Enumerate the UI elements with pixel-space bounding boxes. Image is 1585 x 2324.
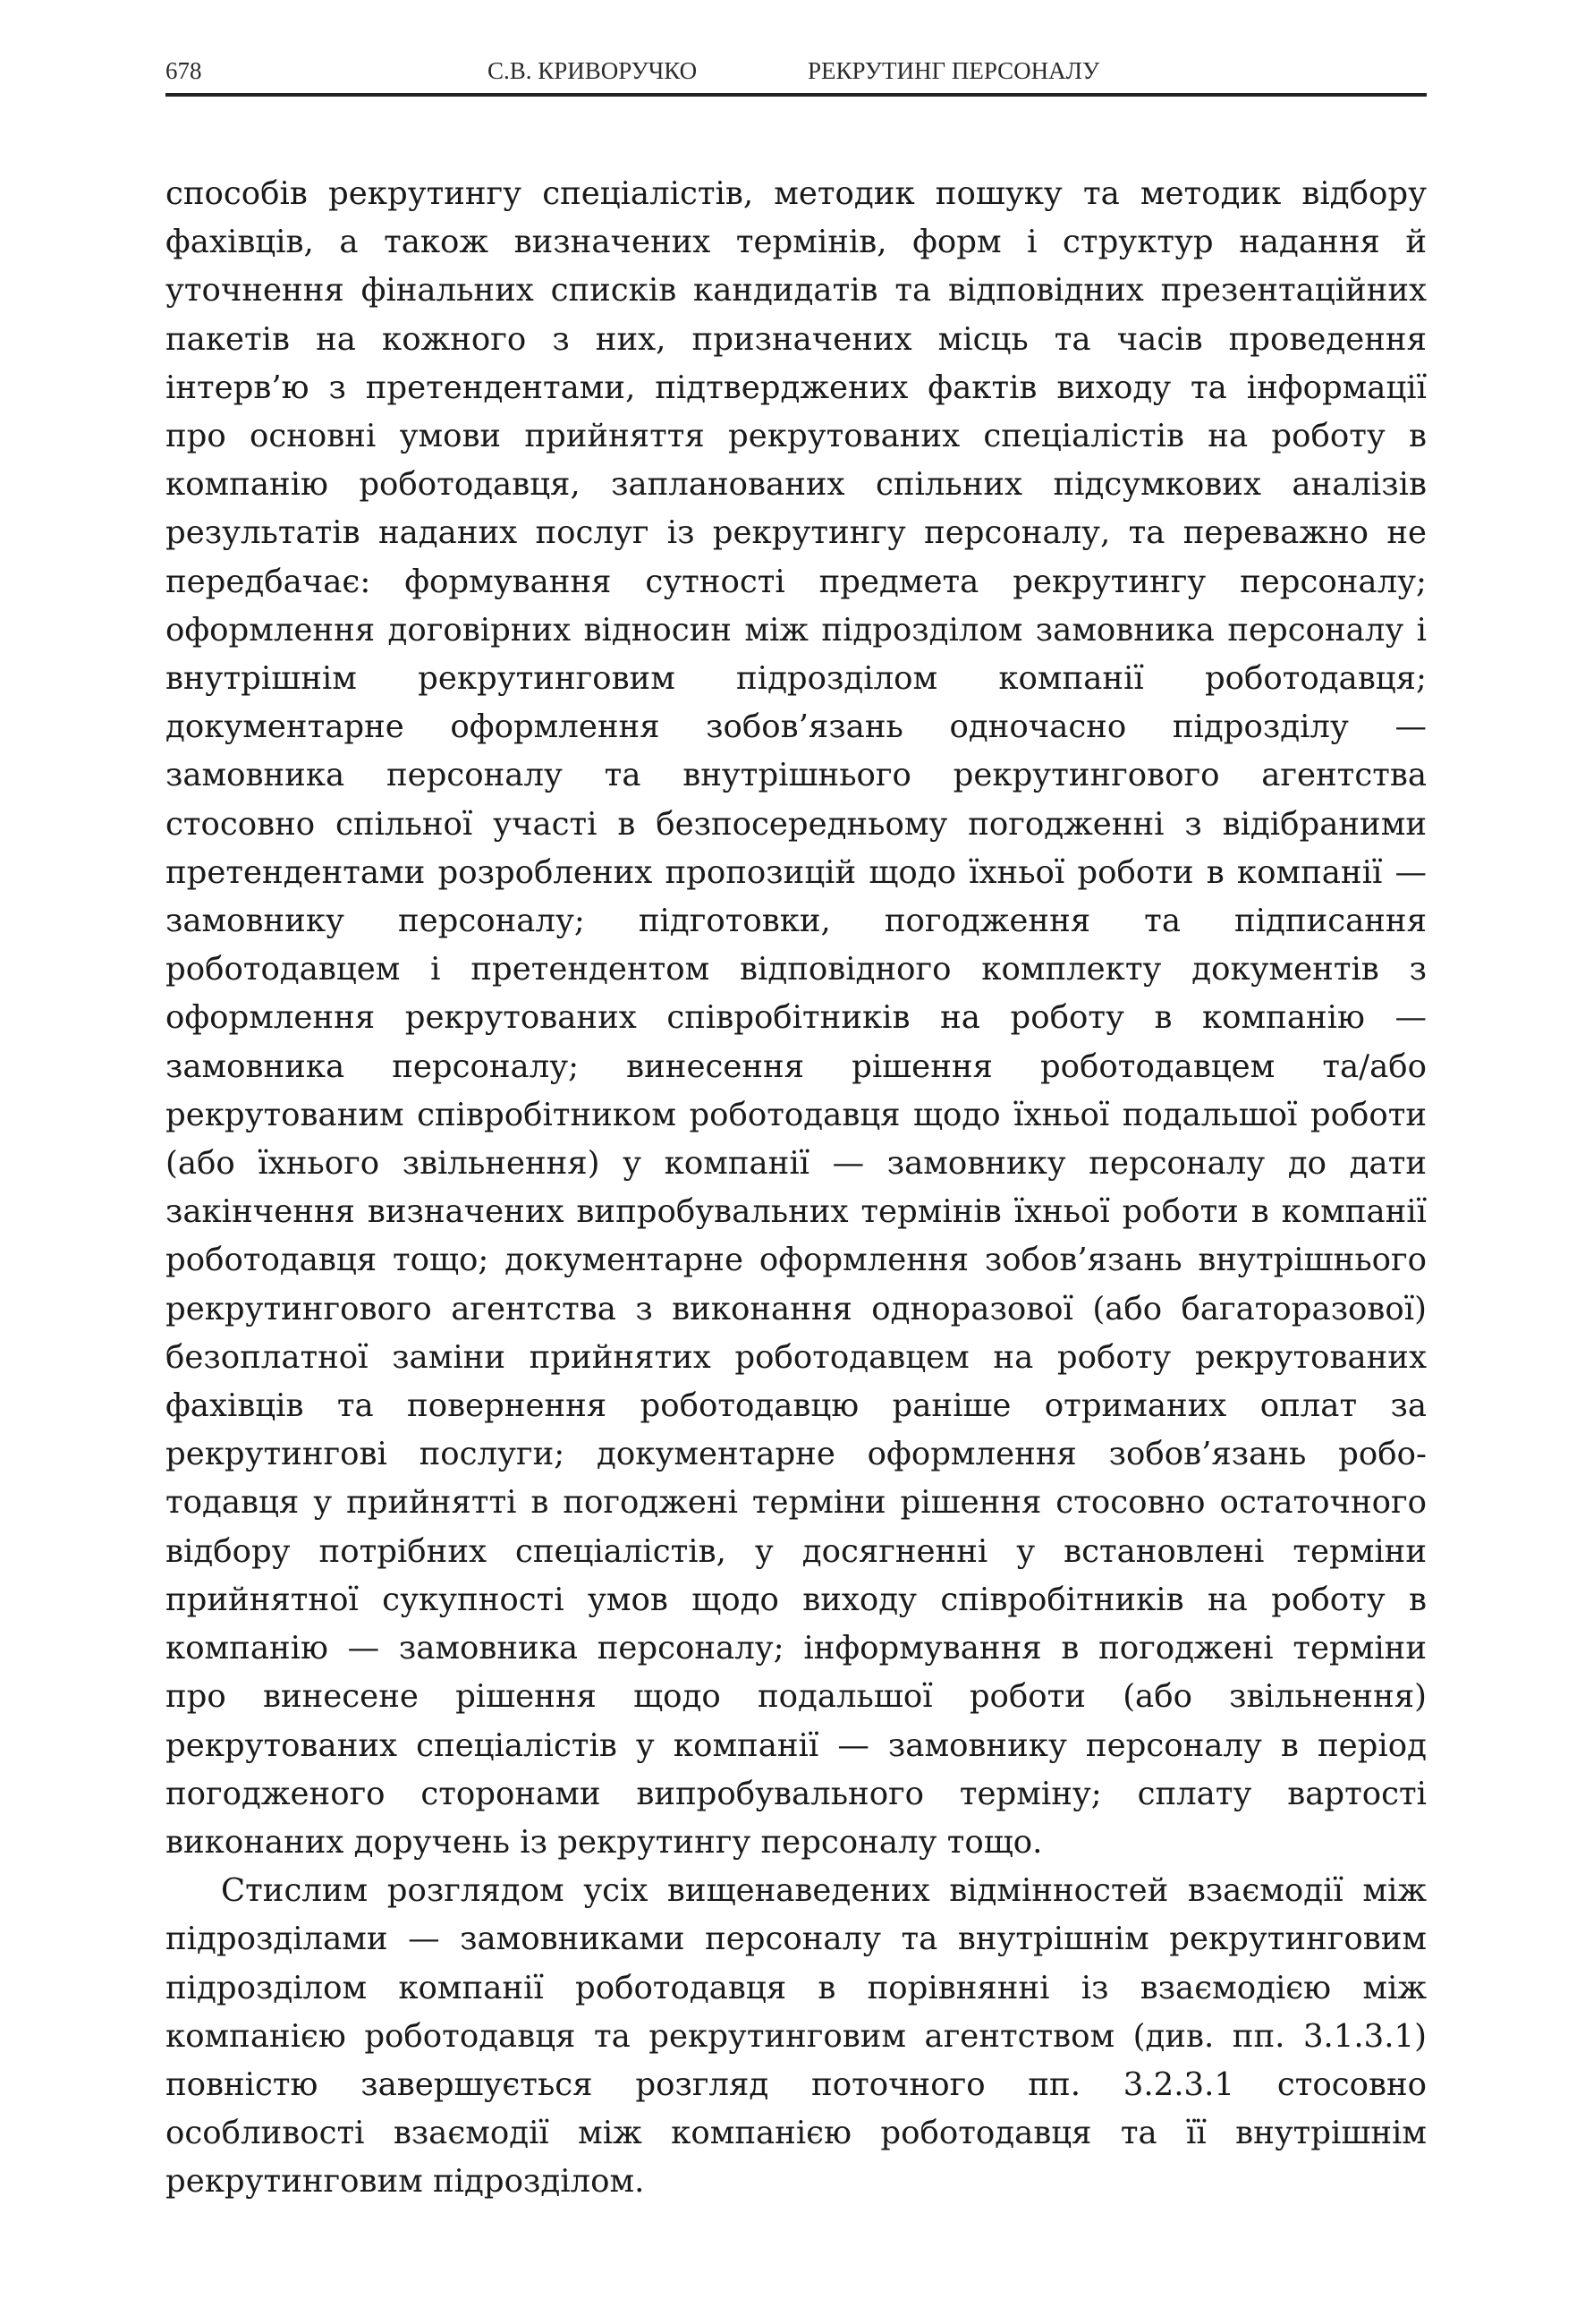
header-author: С.В. КРИВОРУЧКО [487,57,698,84]
header-book-title: РЕКРУТИНГ ПЕРСОНАЛУ [808,57,1100,84]
paragraph-continuation: способів рекрутингу спеціалістів, методик пошуку та методик відбору фахівців, а також визначених термінів, форм і структур надання й уточнення фінальних списків кандидатів та відповідних презентаційних пакетів на кожного з них, призначених місць та часів проведення інтерв’ю з претендентами, підтверджених фактів виходу та інформації про основні умови прийняття рекрутованих спеціалістів на роботу в компанію роботодавця, запланованих спільних підсумкових аналізів результатів наданих послуг із рекрутингу персоналу, та переважно не передбачає: формування сутності предмета рекрутингу персоналу; оформлення договірних відносин між підрозділом замовника персоналу і внутрішнім рекрутинговим підрозділом компанії роботодавця; документарне оформлення зобов’язань одночасно підрозділу — замовника персоналу та внутрішнього рекрутингового агентства стосовно спільної участі в безпосередньому погодженні з відібраними претендентами розроблених пропозицій щодо їхньої роботи в компанії — замовнику персоналу; підготовки, погодження та підписання роботодавцем і претендентом відповідного комплекту документів з оформлення рекрутованих співробітників на роботу в компанію — замовника персоналу; винесення рішення роботодавцем та/або рекрутованим співробітником роботодавця щодо їхньої подальшої роботи (або їхнього звільнення) у компанії — замовнику персоналу до дати закінчення визначених випробувальних термінів їхньої роботи в компанії роботодавця тощо; документарне оформлення зобов’язань внутрішнього рекрутингового агентства з виконання одноразової (або багаторазової) безоплатної заміни прийнятих роботодавцем на роботу рекрутованих фахівців та повернення роботодавцю раніше отриманих оплат за рекрутингові послуги; документарне оформлення зобов’язань роботодавця у прийнятті в погоджені терміни рішення стосовно остаточного відбору потрібних спеціалістів, у досягненні у встановлені терміни прийнятної сукупності умов щодо виходу співробітників на роботу в компанію — замовника персоналу; інформування в погоджені терміни про винесене рішення щодо подальшої роботи (або звільнення) рекрутованих спеціалістів у компанії — замовнику персоналу в період погодженого сторонами випробувального терміну; сплату вартості виконаних доручень із рекрутингу персоналу тощо. [165,175,1427,1861]
header-rule [165,93,1427,97]
running-header [165,57,1427,93]
page-number: 678 [165,57,202,84]
paragraph-conclusion: Стислим розглядом усіх вищенаведених відмінностей взаємодії між підрозділами — замовниками персоналу та внутрішнім рекрутинговим підрозділом компанії роботодавця в порівнянні із взаємодією між компанією роботодавця та рекрутинговим агентством (див. пп. 3.1.3.1) повністю завершується розгляд поточного пп. 3.2.3.1 стосовно особливості взаємодії між компанією роботодавця та її внутрішнім рекрутинговим підрозділом. [165,1872,1427,2201]
body-text [165,170,1427,2207]
